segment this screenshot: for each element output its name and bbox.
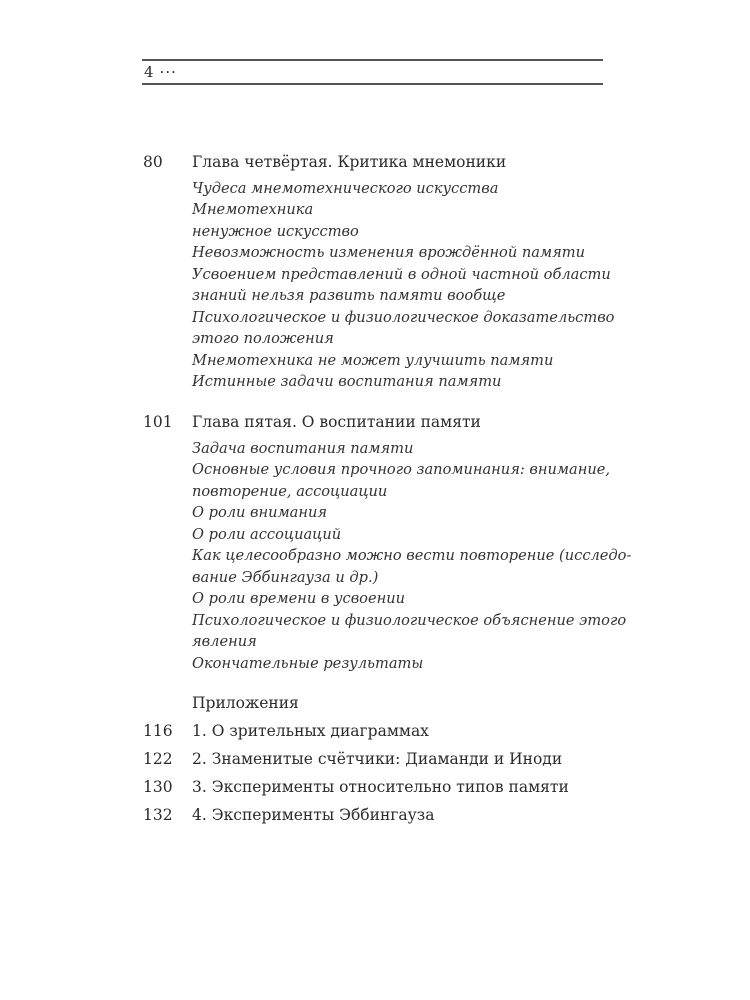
toc-subsection-line: Окончательные результаты [192, 654, 424, 672]
chapter-title: Глава пятая. О воспитании памяти [192, 413, 481, 431]
appendix-entry [143, 717, 613, 745]
appendix-title: 2. Знаменитые счётчики: Диаманди и Иноди [192, 750, 563, 768]
appendix-page: 132 [143, 806, 173, 824]
header-rule [142, 83, 603, 85]
toc-subsection-line: повторение, ассоциации [192, 482, 388, 500]
appendix-title: 1. О зрительных диаграммах [192, 722, 429, 740]
toc-subsection-line: Как целесообразно можно вести повторение (исследо- [192, 547, 632, 564]
chapter-subsections [192, 178, 613, 393]
toc-subsection-line: Психологическое и физиологическое объяснение этого [192, 611, 627, 629]
toc-subsection-line: Усвоением представлений в одной частной области [192, 265, 611, 283]
appendix-page: 130 [143, 778, 173, 796]
toc-subsection-line: Психологическое и физиологическое доказательство [192, 308, 615, 326]
appendix-entry [143, 773, 613, 801]
toc-subsection-line: Мнемотехника [192, 201, 314, 218]
toc-subsection-line: О роли внимания [192, 504, 328, 521]
toc-appendices [143, 691, 613, 829]
page-number: 4 [144, 63, 154, 81]
appendix-page: 122 [143, 750, 173, 768]
chapter-title: Глава четвёртая. Критика мнемоники [192, 153, 507, 171]
running-head [144, 62, 177, 82]
chapter-subsections [192, 438, 632, 675]
toc-chapter-4 [143, 150, 613, 393]
appendices-title: Приложения [192, 694, 299, 712]
appendix-entry [143, 745, 613, 773]
toc-subsection-line: вание Эббингауза и др.) [192, 568, 379, 586]
appendix-title: 4. Эксперименты Эббингауза [192, 806, 435, 824]
toc-chapter-5 [143, 410, 632, 674]
toc-subsection-line: этого положения [192, 330, 334, 347]
top-rule [142, 59, 603, 61]
toc-subsection-line: ненужное искусство [192, 222, 359, 240]
toc-subsection-line: Мнемотехника не может улучшить памяти [192, 351, 554, 369]
toc-subsection-line: Истинные задачи воспитания памяти [192, 373, 502, 390]
toc-subsection-line: явления [192, 633, 257, 650]
toc-subsection-line: Задача воспитания памяти [192, 439, 414, 457]
appendix-page: 116 [143, 722, 173, 740]
appendix-entry [143, 801, 613, 829]
toc-subsection-line: Невозможность изменения врождённой памяти [192, 244, 585, 261]
toc-subsection-line: Чудеса мнемотехнического искусства [192, 179, 499, 197]
toc-subsection-line: знаний нельзя развить памяти вообще [192, 287, 506, 304]
toc-subsection-line: О роли ассоциаций [192, 525, 342, 543]
chapter-page: 101 [143, 413, 173, 431]
appendix-title: 3. Эксперименты относительно типов памяти [192, 778, 569, 796]
toc-subsection-line: Основные условия прочного запоминания: внимание, [192, 461, 611, 478]
toc-subsection-line: О роли времени в усвоении [192, 590, 406, 607]
ornament: ··· [159, 63, 177, 81]
chapter-page: 80 [143, 153, 163, 171]
